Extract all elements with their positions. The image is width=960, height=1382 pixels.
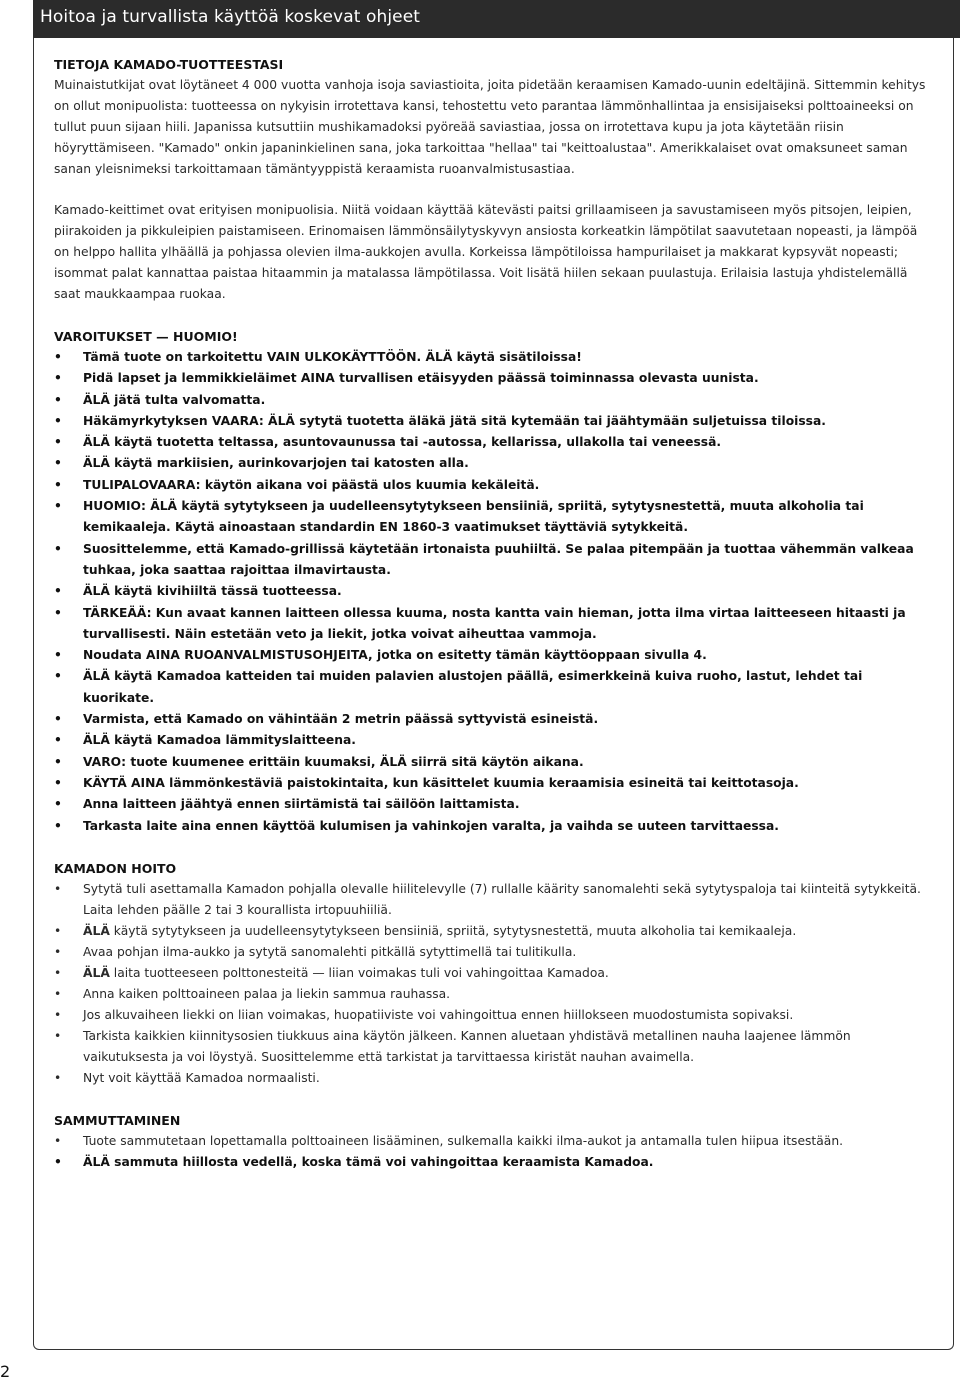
bullet-icon: • xyxy=(54,1133,62,1148)
warning-item xyxy=(54,666,934,709)
warning-item xyxy=(54,752,934,773)
warning-text: Tämä tuote on tarkoitettu VAIN ULKOKÄYTTÖÖN. ÄLÄ käytä sisätiloissa! xyxy=(83,350,582,364)
bullet-icon: • xyxy=(54,392,62,407)
warning-text: ÄLÄ käytä Kamadoa lämmityslaitteena. xyxy=(83,733,356,748)
shutdown-list xyxy=(54,1131,934,1173)
care-item-emphasis: ÄLÄ xyxy=(83,923,110,938)
care-item xyxy=(54,879,934,921)
warning-text: Anna laitteen jäähtyä ennen siirtämistä tai säilöön laittamista. xyxy=(83,797,520,812)
warning-text: Häkämyrkytyksen VAARA: ÄLÄ sytytä tuotetta äläkä jätä sitä kytemään tai jäähtymään suljetuissa tiloissa. xyxy=(83,413,826,428)
care-item xyxy=(54,1026,934,1068)
warning-text: TULIPALOVAARA: käytön aikana voi päästä ulos kuumia kekäleitä. xyxy=(83,477,540,492)
page-number: 2 xyxy=(0,1362,11,1381)
bullet-icon: • xyxy=(54,965,62,980)
warning-text: TÄRKEÄÄ: Kun avaat kannen laitteen ollessa kuuma, nosta kantta vain hieman, jotta ilma virtaa laitteeseen hitaasti ja turvallisesti. Näin estetään veto ja liekit, jotka voivat aiheuttaa vammoja. xyxy=(83,605,906,641)
page-header xyxy=(33,0,960,38)
warning-item xyxy=(54,347,934,368)
warning-text: ÄLÄ jätä tulta valvomatta. xyxy=(83,392,266,407)
warning-item xyxy=(54,794,934,815)
bullet-icon: • xyxy=(54,584,62,599)
care-item-text: Nyt voit käyttää Kamadoa normaalisti. xyxy=(83,1070,320,1085)
warning-item xyxy=(54,645,934,666)
warning-text: ÄLÄ käytä kivihiiltä tässä tuotteessa. xyxy=(83,584,342,599)
care-list xyxy=(54,879,934,1089)
warning-item xyxy=(54,368,934,389)
bullet-icon: • xyxy=(54,413,62,428)
warning-item xyxy=(54,539,934,582)
bullet-icon: • xyxy=(54,923,62,938)
care-item-text: Anna kaiken polttoaineen palaa ja liekin sammua rauhassa. xyxy=(83,986,451,1001)
care-item-text: Jos alkuvaiheen liekki on liian voimakas, huopatiiviste voi vahingoittua ennen hiillokseen muodostumista sopivaksi. xyxy=(83,1007,794,1022)
care-item xyxy=(54,984,934,1005)
warning-text: ÄLÄ käytä markiisien, aurinkovarjojen tai katosten alla. xyxy=(83,456,469,471)
care-item xyxy=(54,942,934,963)
bullet-icon: • xyxy=(54,648,62,663)
warning-text: VARO: tuote kuumenee erittäin kuumaksi, ÄLÄ siirrä sitä käytön aikana. xyxy=(83,754,584,769)
bullet-icon: • xyxy=(54,605,62,620)
bullet-icon: • xyxy=(54,986,62,1001)
warning-item xyxy=(54,453,934,474)
bullet-icon: • xyxy=(54,541,62,556)
care-title: KAMADON HOITO xyxy=(54,860,177,876)
page-title: Hoitoa ja turvallista käyttöä koskevat ohjeet xyxy=(40,7,421,27)
bullet-icon: • xyxy=(54,797,62,812)
care-item xyxy=(54,1068,934,1089)
bullet-icon: • xyxy=(54,669,62,684)
warnings-title: VAROITUKSET — HUOMIO! xyxy=(54,329,238,344)
about-title: TIETOJA KAMADO-TUOTTEESTASI xyxy=(54,57,284,72)
content xyxy=(54,55,934,1173)
warning-text: ÄLÄ käytä Kamadoa katteiden tai muiden palavien alustojen päällä, esimerkkeinä kuiva ruoho, lastut, lehdet tai kuorikate. xyxy=(83,669,863,705)
care-item-text: Tarkista kaikkien kiinnitysosien tiukkuus aina käytön jälkeen. Kannen aluetaan yhdistävä metallinen nauha laajenee lämmön vaikutuksesta ja voi löystyä. Suosittelemme että tarkistat ja tarvittaessa kiristät nauhan avaimella. xyxy=(83,1028,851,1064)
warning-item xyxy=(54,581,934,602)
warning-text: KÄYTÄ AINA lämmönkestäviä paistokintaita, kun käsittelet kuumia keraamisia esineitä tai keittotasoja. xyxy=(83,775,799,790)
shutdown-title: SAMMUTTAMINEN xyxy=(54,1112,181,1128)
bullet-icon: • xyxy=(54,499,62,514)
content-box xyxy=(33,38,954,1350)
about-paragraph-1: Muinaistutkijat ovat löytäneet 4 000 vuotta vanhoja isoja saviastioita, joita pidetään keraamisen Kamado-uunin edeltäjinä. Sittemmin kehitys on ollut monipuolista: tuotteessa on nykyisin irrotettava kansi, tehostettu veto parantaa lämmönhallintaa ja ensisijaiseksi polttoaineeksi on tullut puun sijaan hiili. Japanissa kutsuttiin mushikamadoksi pyöreää saviastiaa, jossa on irrotettava kupu ja jota käytetään riisin höyryttämiseen. "Kamado" onkin japaninkielinen sana, joka tarkoittaa "hellaa" tai "keittoalustaa". Amerikkalaiset ovat omaksuneet saman sanan yleisnimeksi tarkoittamaan tämäntyyppistä keraamista ruoanvalmistusastiaa. xyxy=(54,78,926,176)
bullet-icon: • xyxy=(54,371,62,386)
bullet-icon: • xyxy=(54,881,62,896)
bullet-icon: • xyxy=(54,754,62,769)
about-paragraph-2: Kamado-keittimet ovat erityisen monipuolisia. Niitä voidaan käyttää kätevästi paitsi grillaamiseen ja savustamiseen myös pitsojen, leipien, piirakoiden ja pikkuleipien paistamiseen. Erinomaisen lämmönsäilytyskyvyn ansiosta korkeatkin lämpötilat saavutetaan nopeasti, ja lämpöä on helppo hallita ylhäällä ja pohjassa olevien ilma-aukkojen avulla. Korkeissa lämpötiloissa hampurilaiset ja makkarat kypsyvät nopeasti; isommat palat kannattaa paistaa hitaammin ja matalassa lämpötilassa. Voit lisätä hiilen sekaan puulastuja. Erilaisia lastuja yhdistelemällä saat maukkaampaa ruokaa. xyxy=(54,203,918,301)
bullet-icon: • xyxy=(54,1028,62,1043)
bullet-icon: • xyxy=(54,477,62,492)
warning-item xyxy=(54,816,934,837)
list-item-text: ÄLÄ sammuta hiillosta vedellä, koska tämä voi vahingoittaa keraamista Kamadoa. xyxy=(83,1154,654,1169)
warning-item xyxy=(54,603,934,646)
bullet-icon: • xyxy=(54,1154,62,1169)
warning-item xyxy=(54,496,934,539)
bullet-icon: • xyxy=(54,1007,62,1022)
care-item-emphasis: ÄLÄ xyxy=(83,965,110,980)
list-item xyxy=(54,1152,934,1173)
bullet-icon: • xyxy=(54,456,62,471)
bullet-icon: • xyxy=(54,712,62,727)
list-item-text: Tuote sammutetaan lopettamalla polttoaineen lisääminen, sulkemalla kaikki ilma-aukot ja antamalla tulen hiipua itsestään. xyxy=(83,1133,844,1148)
warning-item xyxy=(54,411,934,432)
warning-text: Noudata AINA RUOANVALMISTUSOHJEITA, jotka on esitetty tämän käyttöoppaan sivulla 4. xyxy=(83,648,707,663)
care-item xyxy=(54,1005,934,1026)
care-item-text: Avaa pohjan ilma-aukko ja sytytä sanomalehti pitkällä sytyttimellä tai tulitikulla. xyxy=(83,944,577,959)
warning-text: ÄLÄ käytä tuotetta teltassa, asuntovaunussa tai -autossa, kellarissa, ullakolla tai veneessä. xyxy=(83,435,722,450)
warning-text: HUOMIO: ÄLÄ käytä sytytykseen ja uudelleensytytykseen bensiiniä, spriitä, sytytysnestettä, muuta alkoholia tai kemikaaleja. Käytä ainoastaan standardin EN 1860-3 vaatimukset täyttäviä sytykkeitä. xyxy=(83,499,864,535)
bullet-icon: • xyxy=(54,435,62,450)
warning-item xyxy=(54,773,934,794)
warning-item xyxy=(54,730,934,751)
care-item xyxy=(54,921,934,942)
warning-text: Tarkasta laite aina ennen käyttöä kulumisen ja vahinkojen varalta, ja vaihda se uuteen tarvittaessa. xyxy=(83,818,779,833)
bullet-icon: • xyxy=(54,733,62,748)
bullet-icon: • xyxy=(54,350,62,364)
bullet-icon: • xyxy=(54,944,62,959)
care-item xyxy=(54,963,934,984)
warning-text: Varmista, että Kamado on vähintään 2 metrin päässä syttyvistä esineistä. xyxy=(83,712,599,727)
warning-item xyxy=(54,709,934,730)
warning-item xyxy=(54,390,934,411)
care-item-text: Sytytä tuli asettamalla Kamadon pohjalla olevalle hiilitelevylle (7) rullalle käärity sanomalehti sekä sytytyspaloja tai kiinteitä sytykkeitä. Laita lehden päälle 2 tai 3 kourallista irtopuuhiiliä. xyxy=(83,881,921,917)
warnings-list xyxy=(54,347,934,837)
bullet-icon: • xyxy=(54,775,62,790)
bullet-icon: • xyxy=(54,818,62,833)
warning-text: Suosittelemme, että Kamado-grillissä käytetään irtonaista puuhiiltä. Se palaa pitempään ja tuottaa vähemmän valkeaa tuhkaa, joka saattaa rajoittaa ilmavirtausta. xyxy=(83,541,914,577)
care-item-text: laita tuotteeseen polttonesteitä — liian voimakas tuli voi vahingoittaa Kamadoa. xyxy=(109,965,609,980)
bullet-icon: • xyxy=(54,1070,62,1085)
list-item xyxy=(54,1131,934,1152)
warning-text: Pidä lapset ja lemmikkieläimet AINA turvallisen etäisyyden päässä toiminnassa olevasta uunista. xyxy=(83,371,759,386)
warning-item xyxy=(54,475,934,496)
warning-item xyxy=(54,432,934,453)
care-item-text: käytä sytytykseen ja uudelleensytytykseen bensiiniä, spriitä, sytytysnestettä, muuta alkoholia tai kemikaaleja. xyxy=(109,923,797,938)
